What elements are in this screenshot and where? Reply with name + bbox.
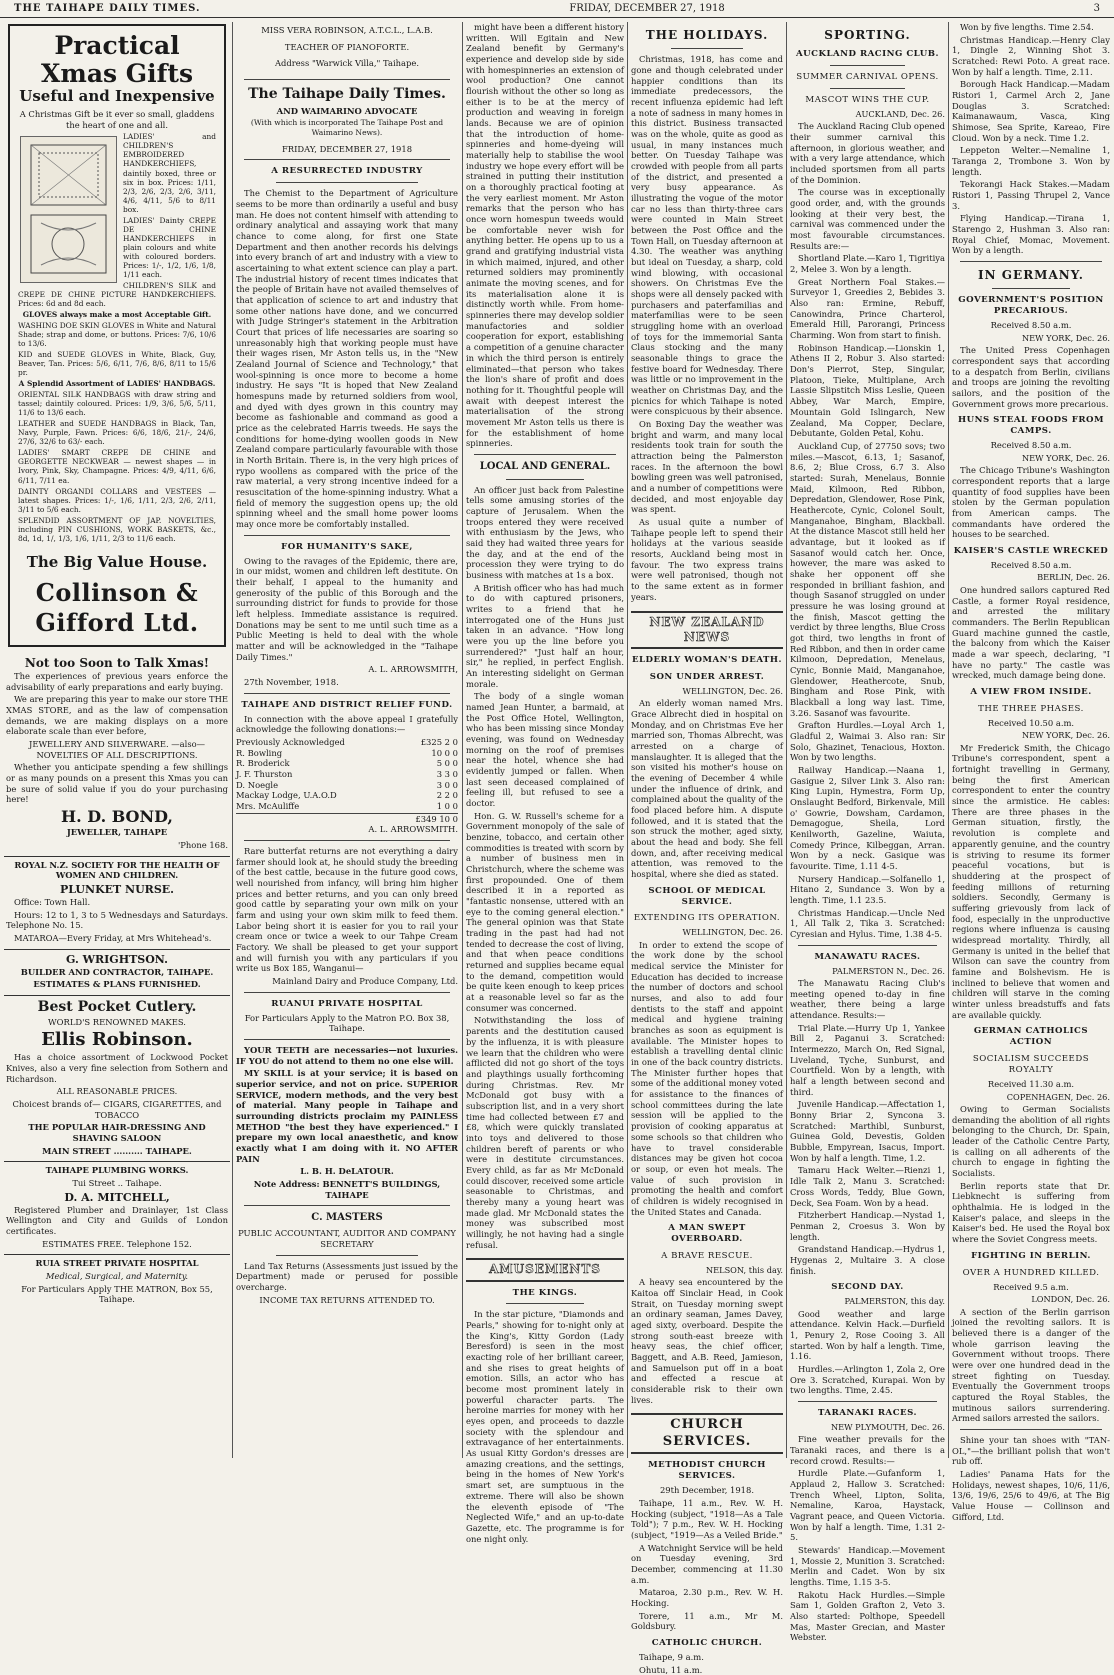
race-result: Tamaru Hack Welter.—Rienzi 1, Idle Talk 2, Manu 3. Scratched: Cross Words, Teddy, Blue Gown, Deck, Sea Foam. Won by a head.	[790, 1165, 945, 1208]
received-line: Received 8.50 a.m.	[990, 320, 1072, 331]
service-line: Torere, 11 a.m., Mr M. Goldsbury.	[631, 1610, 783, 1632]
appeal-date: 27th November, 1918.	[244, 677, 339, 688]
divider	[506, 479, 584, 480]
received-line: Received 11.30 a.m.	[987, 1078, 1075, 1089]
divider	[244, 1205, 450, 1206]
relief-fund-sign: A. L. ARROWSMITH.	[368, 824, 458, 835]
race-result: Stewards' Handicap.—Movement 1, Mossie 2, Munition 3. Scratched: Merlin and Cadet. Won by six lengths. Time, 1.15 3-5.	[790, 1544, 945, 1587]
ruia-sub: Medical, Surgical, and Maternity.	[45, 1271, 189, 1281]
holidays-para: Christmas, 1918, has come and gone and though celebrated under happier conditions than its immediate predecessors, the recent influenza epidemic had left a note of sadness in many homes in this district. Business transacted was on the whole, quite as good as usual, in many instances much better. On Tuesday Taihape was crowded with people from all parts of the district, and presented a very busy appearance. As illustrating the vogue of the motor car no less than thirty-three cars were counted in Main Street between the Post Office and the Town Hall, on Tuesday afternoon at 4.30. The weather was anything but ideal on Tuesday, a sharp, cold wind blowing, with occasional showers. On Christmas Eve the shops were all densely packed with purchasers and paterfamilias and materfamilias were to be seen struggling home with an overload of toys for the immemorial Santa Claus stocking and the many seasonable things to grace the festive board for Wednesday. There was little or no improvement in the weather on Christmas Day, and the picnics for which Taihape is noted were conspicuous by their absence.	[631, 54, 783, 417]
bond-jeweller-ad	[4, 653, 230, 856]
cutlery-ad	[4, 995, 230, 1161]
race-result: Good weather and large attendance. Kelvin Hack.—Durfield 1, Penury 2, Rose Cooing 3. All started. Won by half a length. Time, 1.16.	[790, 1308, 945, 1362]
donation-row: D. Noegle 3 0 0	[236, 779, 458, 790]
holidays-heading: THE HOLIDAYS.	[645, 28, 769, 42]
plumbing-street: Tui Street .. Taihape.	[72, 1178, 162, 1188]
cable-para: Mr Frederick Smith, the Chicago Tribune's correspondent, spent a fortnight travelling in Germany, being the first American correspondent to enter the country since the armistice. He cables: There are three phases in the German situation, firstly, the revolution is complete and apparently genuine, and the country is striving to resume its former peaceful vocations, but is shuddering at the prospect of feeding millions of returning soldiers. Secondly, Germany is suffering grievously from lack of food, especially in the unproductive regions where influenza is causing widespread mortality. Thirdly, all Germany is united in the belief that Wilson can save the country from famine and Bolshevism. He is inclined to believe that women and children will starve in the coming winter unless breadstuffs and fats are available quickly.	[952, 742, 1110, 1020]
relief-fund-intro: In connection with the above appeal I gratefully acknowledge the following donations:—	[236, 713, 458, 735]
news-heading: ELDERLY WOMAN'S DEATH.	[631, 654, 783, 665]
divider	[244, 840, 450, 841]
cable-subheading: SOCIALISM SUCCEEDS ROYALTY	[972, 1054, 1090, 1075]
column-sporting	[790, 22, 945, 1643]
relief-fund-heading: TAIHAPE AND DISTRICT RELIEF FUND.	[241, 699, 453, 710]
cable-para: A section of the Berlin garrison joined the revolting sailors. It is believed there is a danger of the whole garrison leaving the Government without troops. There were over one hundred dead in the street fighting on Tuesday. Eventually the Government troops captured the Royal Stables, the mutinous sailors surrendering. Armed sailors arrested the sailors.	[952, 1306, 1110, 1424]
news-para: An elderly woman named Mrs. Grace Albrecht died in hospital on Monday, and on Christmas Eve her married son, Thomas Albrecht, was arrested on a charge of manslaughter. It is alleged that the son visited his mother's house on the evening of December 4 while under the influence of drink, and complained about the quality of the food placed before him. A dispute followed, and it is stated that the son struck the mother, aged sixty, about the head and body. She fell down, and, after receiving medical attention, was removed to the hospital, where she died as stated.	[631, 698, 783, 879]
bond-ad-title: Not too Soon to Talk Xmas!	[24, 655, 210, 670]
race-result: Tekorangi Hack Stakes.—Madam Ristori 1, Passing Thrupel 2, Vance 3.	[952, 179, 1110, 211]
service-line: Ohutu, 11 a.m.	[639, 1664, 703, 1675]
dateline: NEW YORK, Dec. 26.	[1022, 730, 1110, 741]
nz-news-banner: NEW ZEALAND NEWS	[631, 611, 783, 649]
sporting-heading: SPORTING.	[824, 28, 911, 42]
bond-ad-para: We are preparing this year to make our store THE XMAS STORE, and as the law of compensation demands, we are making displays on a more elaborate scale than ever before,	[6, 694, 228, 737]
divider	[474, 454, 616, 455]
ruia-title: RUIA STREET PRIVATE HOSPITAL	[35, 1258, 199, 1269]
ruanui-apply: For Particulars Apply to the Matron P.O. Box 38, Taihape.	[244, 1012, 450, 1034]
donation-list	[236, 737, 458, 824]
handkerchief-icon	[21, 137, 116, 282]
column-rule	[786, 22, 787, 1458]
holidays-para: As usual quite a number of Taihape people left to spend their holidays at the various seaside resorts, Auckland being most in favour. The two express trains were well patronised, though not to the same extent as in former years.	[631, 517, 783, 602]
cable-para: Owing to German Socialists demanding the abolition of all rights belonging to the Church, Dr. Spain, leader of the Catholic Centre Party, is calling on all adherents of the church to engage in fighting the Socialists.	[952, 1103, 1110, 1178]
divider	[244, 159, 450, 160]
plumbing-title: TAIHAPE PLUMBING WORKS.	[45, 1165, 189, 1176]
race-result: Robinson Handicap.—Lionskin 1, Athens II 2, Robur 3. Also started: Don's Pierrot, Step, Singular, Platoon, Tieke, Multiplane, Arch Lassie Slipstitch Miss Leslie, Queen Abbey, War March, Empire, Mountain Gold Islingarch, New Zealand, Ma Copper, Declare, Debutante, Golden Petal, Kohu.	[790, 342, 945, 439]
teacher-address: Address "Warwick Villa," Taihape.	[274, 58, 420, 69]
plunket-society: ROYAL N.Z. SOCIETY FOR THE HEALTH OF WOMEN AND CHILDREN.	[14, 859, 220, 881]
plumbing-ad	[4, 1161, 230, 1254]
saloon-street: MAIN STREET .......... TAIHAPE.	[42, 1145, 192, 1156]
bond-ad-para: Whether you anticipate spending a few shillings or as many pounds on a present this Xmas you can be sure of solid value if you do your purchasing here!	[6, 762, 228, 805]
wrightson-trade: BUILDER AND CONTRACTOR, TAIHAPE.	[20, 966, 214, 977]
plunket-title: PLUNKET NURSE.	[60, 883, 174, 897]
xmas-item: KID and SUEDE GLOVES in White, Black, Guy, Beaver, Tan. Prices: 5/6, 6/11, 7/6, 8/6, 8/11 to 15/6 pr.	[18, 350, 216, 378]
dateline: WELLINGTON, Dec. 26.	[682, 685, 783, 696]
bond-phone: 'Phone 168.	[177, 840, 228, 850]
news-subheading: EXTENDING ITS OPERATION.	[633, 913, 781, 924]
teeth-address: Note Address: BENNETT'S BUILDINGS, TAIHAPE	[253, 1179, 441, 1200]
cutlery-body: Has a choice assortment of Lockwood Pocket Knives, also a very fine selection from Sothern and Richardson.	[6, 1052, 228, 1084]
wrightson-estimates: ESTIMATES & PLANS FURNISHED.	[33, 979, 201, 990]
donation-row: Mackay Lodge, U.A.O.D 2 2 0	[236, 790, 458, 801]
cutlery-prices: ALL REASONABLE PRICES.	[56, 1086, 178, 1097]
methodist-date: 29th December, 1918.	[659, 1485, 755, 1496]
cable-heading: HUNS STEAL FOODS FROM CAMPS.	[958, 415, 1104, 437]
divider	[244, 693, 450, 694]
kings-heading: THE KINGS.	[512, 1287, 578, 1298]
news-para: In order to extend the scope of the work done by the school medical service the Minister for Education has decided to increase the number of doctors and school nurses, and also to add four dentists to the staff and appoint medical and hygiene training branches as soon as equipment is available. The Minister hopes to establish a travelling dental clinic in one of the back country districts. The Minister further hopes that some of the additional money voted for assistance to the finances of school committees during the late session will be applied to the provision of cooking apparatus at some schools so that children who have to travel considerable distances may be given hot cocoa or soup, or even hot meals. The value of such provision in promoting the health and comfort of children is widely recognised in the United States and Canada.	[631, 939, 783, 1217]
news-subheading: SON UNDER ARREST.	[649, 671, 765, 682]
service-line: Mataroa, 2.30 p.m., Rev. W. H. Hocking.	[631, 1587, 783, 1608]
arc-heading: AUCKLAND RACING CLUB.	[796, 49, 939, 60]
bond-ad-para: The experiences of previous years enforce the advisability of early preparations and early buying.	[6, 670, 228, 692]
race-result: Trial Plate.—Hurry Up 1, Yankee Bill 2, Paganui 3. Scratched: Intermezzo, March On, Red Signal, Liveland, Tyche, Sunburst, and Courtfield. Won by a length, with half a length between second and third.	[790, 1022, 945, 1097]
dateline: NEW YORK, Dec. 26.	[1022, 452, 1110, 463]
teeth-line: YOUR TEETH are necessaries—not luxuries. IF YOU do not attend to them no one else will.	[236, 1045, 458, 1066]
kings-body: In the star picture, "Diamonds and Pearls," showing for to-night only at the King's, Kitty Gordon (Lady Beresford) is seen in the most exacting role of her brilliant career, and she rises to great heights of emotion. Sills, an actor who has become most prominent lately in powerful character parts. The heroine marries for money with her eyes open, and proceeds to dazzle society with the splendour and extravagance of her entertainments. As usual Kitty Gordon's dresses are amazing creations, and the settings, being in the homes of New York's smart set, are sumptuous in the extreme. There will also be shown the eleventh episode of "The Neglected Wife," and an up-to-date Gazette, etc. The programme is for one night only.	[466, 1309, 624, 1544]
tanol-ad: Shine your tan shoes with "TAN-OL,"—the brilliant polish that won't rub off.	[952, 1434, 1110, 1467]
dateline: NELSON, this day.	[706, 1264, 783, 1275]
germany-heading: IN GERMANY.	[978, 268, 1084, 283]
news-para: A heavy sea encountered by the Kaitoa off Sinclair Head, in Cook Strait, on Tuesday morning swept an ordinary seaman, James Davey, aged sixty, overboard. Despite the strong south-east breeze with heavy seas, the chief officer, Baggett, and A.B. Reed, Jamieson, and Samuelson put off in a boat and effected a rescue at considerable risk to their own lives.	[631, 1277, 783, 1405]
race-result: Juvenile Handicap.—Affectation 1, Bonny Briar 2, Syncona 3. Scratched: Marthibl, Sunburst, Guinea Gold, Devestis, Golden Bubble, Empyrean, Isacus, Import. Won by half a length. Time, 1.2.	[790, 1099, 945, 1163]
divider	[506, 1303, 584, 1304]
dateline: PALMERSTON N., Dec. 26.	[832, 965, 945, 976]
saloon-line: THE POPULAR HAIR-DRESSING AND SHAVING SALOON	[28, 1122, 206, 1143]
race-result: Shortland Plate.—Karo 1, Tigritiya 2, Melee 3. Won by a length.	[790, 253, 945, 275]
column-news	[631, 22, 783, 1675]
cutlery-tag: WORLD'S RENOWNED MAKES.	[48, 1016, 186, 1027]
plunket-hours: Hours: 12 to 1, 3 to 5 Wednesdays and Saturdays. Telephone No. 15.	[6, 909, 228, 931]
teacher-name: MISS VERA ROBINSON, A.T.C.L., L.A.B.	[261, 25, 433, 35]
column-rule	[948, 22, 949, 1458]
column-ads-left	[4, 22, 230, 1458]
taranaki-intro: Fine weather prevails for the Taranaki races, and there is a record crowd. Results:—	[790, 1434, 945, 1466]
xmas-gifts-ad	[8, 24, 226, 647]
page-number: 3	[1093, 3, 1100, 14]
race-result: Grandstand Handicap.—Hydrus 1, Hygenas 2, Multaire 3. A close finish.	[790, 1244, 945, 1276]
column-cables	[952, 22, 1110, 1522]
column-local	[466, 22, 624, 1544]
race-result: Won by five lengths. Time 2.54.	[960, 22, 1094, 32]
xmas-item: LADIES' SMART CREPE DE CHINE and GEORGETTE NECKWEAR — newest shapes — in Ivory, Pink, Sky, Champagne. Prices: 4/9, 4/11, 6/6, 6/11, 7/11 ea.	[18, 448, 216, 485]
church-banner: CHURCH SERVICES.	[631, 1413, 783, 1454]
cutlery-stock: Choicest brands of— CIGARS, CIGARETTES, and TOBACCO	[12, 1098, 222, 1120]
divider	[244, 79, 450, 80]
xmas-item: LADIES' and CHILDREN'S EMBROIDERED HANDKERCHIEFS, daintily boxed, three or six in box. Prices: 1/11, 2/3, 2/6, 2/3, 2/6, 3/11, 4/6, 4/11, 5/6 to 8/11 box.	[123, 132, 216, 214]
bond-name: H. D. BOND,	[61, 807, 173, 827]
column-rule	[462, 22, 463, 1458]
second-day-heading: SECOND DAY.	[831, 1282, 904, 1293]
cable-subheading: OVER A HUNDRED KILLED.	[962, 1267, 1100, 1278]
catholic-heading: CATHOLIC CHURCH.	[651, 1637, 763, 1648]
teacher-role: TEACHER OF PIANOFORTE.	[284, 41, 410, 52]
plumbing-line1: Registered Plumber and Drainlayer, 1st Class Wellington and City and Guilds of London certificates.	[6, 1204, 228, 1236]
cable-heading: KAISER'S CASTLE WRECKED	[953, 545, 1109, 556]
donation-row: R. Broderick 5 0 0	[236, 758, 458, 769]
butterfat-sign: Mainland Dairy and Produce Company, Ltd.	[272, 976, 458, 987]
xmas-ad-intro: A Christmas Gift be it ever so small, gladdens the heart of one and all.	[19, 109, 215, 130]
taranaki-heading: TARANAKI RACES.	[818, 1407, 917, 1418]
race-result: Great Northern Foal Stakes.—Surveyor 1, Greedies 2, Bebides 3. Also ran: Ermine, Rebuff, Canowindra, Prince Charterol, Emerald Hill, Parorangi, Princess Charming. Won from start to finish.	[790, 276, 945, 341]
handkerchief-illustration	[20, 136, 117, 283]
donation-row: J. F. Thurston 3 3 0	[236, 769, 458, 780]
xmas-item: WASHING DOE SKIN GLOVES in White and Natural Shade; strap and dome, or buttons. Prices: 7/6, 10/6 to 13/6.	[18, 321, 216, 349]
panama-hats-ad: Ladies' Panama Hats for the Holidays, newest shapes, 10/6, 11/6, 13/6, 19/6, 25/6 to 49/6, at The Big Value House — Collinson and Gifford, Ltd.	[952, 1468, 1110, 1522]
race-result: Hurdle Plate.—Gufanform 1, Applaud 2, Hallow 3. Scratched: Trench Wheel, Lipton, Solita, Nemaline, Karoa, Haystack, Vagrant peace, and Queen Victoria. Won by half a length. Time, 1.31 2-5.	[790, 1468, 945, 1543]
masthead-date: FRIDAY, DECEMBER 27, 1918	[569, 3, 725, 14]
xmas-ad-subtitle: Useful and Inexpensive	[19, 87, 215, 105]
donation-total: £349 10 0	[236, 813, 458, 825]
xmas-item: DAINTY ORGANDI COLLARS and VESTEES — latest shapes. Prices: 1/-, 1/6, 1/11, 2/3, 2/6, 2/11, 3/11 to 5/6 each.	[18, 486, 216, 514]
bond-ad-para: JEWELLERY AND SILVERWARE. —also— NOVELTIES OF ALL DESCRIPTIONS.	[28, 738, 206, 760]
wrightson-ad	[4, 949, 230, 995]
manawatu-heading: MANAWATU RACES.	[814, 951, 921, 962]
xmas-item: ORIENTAL SILK HANDBAGS with draw string and tassel; daintily coloured. Prices: 1/9, 3/6, 5/6, 5/11, 11/6 to 13/6 each.	[18, 390, 216, 418]
race-result: Hurdles.—Arlington 1, Zola 2, Ore Ore 3. Scratched, Kurapai. Won by two lengths. Time, 2.45.	[790, 1363, 945, 1396]
teeth-ad	[236, 1045, 458, 1200]
butterfat-body: Rare butterfat returns are not everything a dairy farmer should look at, he should study the breeding of the best cattle, because in the future good cows, well nourished from infancy, will bring him higher prices and better returns, and you can only breed good cattle by separating your own milk on your farm and using your own skim milk to feed them. Labor being short it is easier for you to rail your cream once or twice a week to our Tahpe Cream Factory. We shall be pleased to get your support and will furnish you with any particulars if you write us Box 185, Wanganui—	[236, 846, 458, 974]
service-line: A Watchnight Service will be held on Tuesday evening, 3rd December, commencing at 11.30 a.m.	[631, 1542, 783, 1585]
xmas-item: LEATHER and SUEDE HANDBAGS in Black, Tan, Navy, Purple, Fawn. Prices: 6/6, 18/6, 21/-, 24/6, 27/6, 32/6 to 63/- each.	[18, 419, 216, 447]
divider	[960, 261, 1102, 262]
divider	[830, 88, 905, 89]
paper-subtitle: AND WAIMARINO ADVOCATE	[276, 105, 418, 116]
arc-intro: The Auckland Racing Club opened their summer carnival this afternoon, in glorious weather, and with a very large attendance, which included sportsmen from all parts of the Dominion.	[790, 121, 945, 185]
divider	[276, 1255, 418, 1256]
holidays-para: On Boxing Day the weather was bright and warm, and many local residents took train for south the attraction being the Palmerston races. In the afternoon the bowl bowling green was well patronised, and a number of competitions were decided, and most enjoyable day was spent.	[631, 419, 783, 515]
store-name: Collinson & Gifford Ltd.	[35, 577, 199, 638]
donation-row: R. Bowling 10 0 0	[236, 747, 458, 758]
divider	[276, 182, 418, 183]
local-item: Hon. G. W. Russell's scheme for a Government monopoly of the sale of benzine, tobacco, and certain other commodities is treated with scorn by a number of business men in Christchurch, where the scheme was first propounded. One of them described it in a reported as "fantastic nonsense, uttered with an eye to the coming general election." The general opinion was that State trading in the past had had not tended to decrease the cost of living, and that when peace conditions returned and supplies became equal to the demand, competition would be quite keen enough to keep prices at a reasonable level so far as the consumer was concerned.	[466, 810, 624, 1013]
plumbing-line2: ESTIMATES FREE. Telephone 152.	[42, 1238, 192, 1249]
service-line: Taihape, 11 a.m., Rev. W. H. Hocking (subject, "1918—As a Tale Told"); 7 p.m., Rev. W. H. Hocking (subject, "1919—As a Veiled Bride."	[631, 1497, 783, 1540]
bond-trade: JEWELLER, TAIHAPE	[66, 827, 168, 838]
race-result: Christmas Handicap.—Uncle Ned 1, All Talk 2, Tika 3. Scratched: Cyresian and Hylus. Time, 1.38 4-5.	[790, 907, 945, 940]
divider	[244, 535, 450, 536]
race-result: Flying Handicap.—Tirana 1, Starengo 2, Hushman 3. Also ran: Royal Chief, Momac, Movement. Won by a length.	[952, 213, 1110, 256]
teeth-line: MY SKILL is at your service; it is based on superior service, and not on price. SUPERIOR SERVICE, modern methods, and the very best of material. Many people in Taihape and surrounding districts proclaim my PAINLESS METHOD "the best they have experienced." I prepare my own local anaesthetic, and know exactly what I am doing with it. NO AFTER PAIN	[236, 1068, 458, 1164]
dateline: NEW PLYMOUTH, Dec. 26.	[830, 1421, 945, 1432]
xmas-item: LADIES' Dainty CREPE DE CHINE HANDKERCHIEFS in plain colours and white with coloured borders. Prices: 1/-, 1/2, 1/6, 1/8, 1/11 each.	[123, 215, 216, 279]
cable-para: One hundred sailors captured Red Castle, a former Royal residence, and arrested the military commanders. The Berlin Republican Guard machine gunned the castle, the balcony from which the Kaiser made a war speech, declaring, "I have no party." The castle was wrecked, much damage being done.	[952, 584, 1110, 681]
dateline: LONDON, Dec. 26.	[1031, 1294, 1110, 1305]
dateline: NEW YORK, Dec. 26.	[1022, 332, 1110, 343]
divider	[992, 288, 1070, 289]
received-line: Received 8.50 a.m.	[990, 440, 1072, 451]
methodist-heading: METHODIST CHURCH SERVICES.	[648, 1460, 766, 1482]
industry-continued: might have been a different history written. Will Egitain and New Zealand benefit by Germany's experience and develop side by side with homespinneries an extension of wool production? One cannot flourish without the other so long as either is to be at the mercy of production and weaving in foreign lands. Because we are of opinion that the introduction of home-spinneries and home-dyeing will materially help to stabilise the wool industry we hope every effort will be strained in putting their institution on a thoroughly practical footing at the very earliest moment. Mr Aston remarks that the person who has once worn homespun tweeds would be comfortable never wish for anything better. He opens up to us a grand and gratifying industrial vista in which maimed, injured, and other returned soldiers may prominently animate the moving scenes, and for its materialisation alone it is distinctly worth while. From home-spinneries there may develop soldier manufactories and soldier cooperation for export, establishing a competition of a genuine character in which the third person is entirely eliminated—that person who takes the lion's share of profit and does nothing for it. Thoughtful people will await with deepest interest the materialisation of the strong movement Mr Aston tells us there is for the establishment of home spinneries.	[466, 22, 624, 449]
divider	[798, 945, 937, 946]
local-item: An officer just back from Palestine tells some amusing stories of the capture of Jerusalem. When the troops entered they were received with enthusiasm by the Jews, who said they had waited three years for the day, and at the end of the procession they were trying to do business with matches at 1s a box.	[466, 484, 624, 580]
teacher-ad	[236, 22, 458, 74]
cutlery-title: Best Pocket Cutlery.	[37, 998, 197, 1015]
arc-subheading: SUMMER CARNIVAL OPENS.	[796, 72, 939, 83]
appeal-heading: FOR HUMANITY'S SAKE,	[281, 541, 413, 552]
race-result: Christmas Handicap.—Henry Clay 1, Dingle 2, Winning Shot 3. Scratched: Rewi Poto. A great race. Won by half a length. Time, 2.11.	[952, 34, 1110, 77]
divider	[798, 1401, 937, 1402]
cable-para: The Chicago Tribune's Washington correspondent reports that a large quantity of food supplies have been stolen by the German population from American camps. The commandants have ordered the houses to be searched.	[952, 465, 1110, 540]
column-rule	[627, 22, 628, 1458]
column-rule	[232, 22, 233, 1458]
paper-date: FRIDAY, DECEMBER 27, 1918	[281, 143, 413, 154]
column-editorial	[236, 22, 458, 1458]
plunket-mataroa: MATAROA—Every Friday, at Mrs Whitehead's.	[14, 933, 212, 943]
store-tagline: The Big Value House.	[26, 552, 208, 571]
divider	[671, 48, 743, 49]
received-line: Received 8.50 a.m.	[990, 559, 1072, 570]
masthead-title: THE TAIHAPE DAILY TIMES.	[14, 3, 201, 14]
race-result: Railway Handicap.—Naana 1, Gasigue 2, Silver Link 3. Also ran: King Lupin, Hymestra, Form Up, Onslaught Bedford, Birkenvale, Mill o' Gowrie, Dowsham, Cardamon, Demagogue, Sheila, Lord Kenilworth, Gazeline, Waiuta, Comedy Prince, Kilbeggan, Arran. Won by a neck. Gasique was favourite. Time, 1.11 4-5.	[790, 765, 945, 872]
appeal-body: Owing to the ravages of the Epidemic, there are, in our midst, women and children left destitute. On their behalf, I appeal to the humanity and generosity of the public of this Borough and the surrounding district for funds to provide for those left helpless. Immediate assistance is required. Donations may be sent to me until such time as a Public Meeting is held to deal with the whole matter and will be acknowledged in the "Taihape Daily Times."	[236, 555, 458, 662]
dateline: WELLINGTON, Dec. 26.	[682, 927, 783, 938]
cable-heading: GOVERNMENT'S POSITION PRECARIOUS.	[958, 295, 1104, 317]
paper-title: The Taihape Daily Times.	[248, 86, 446, 103]
arc-subheading: MASCOT WINS THE CUP.	[805, 95, 930, 106]
divider	[244, 992, 450, 993]
local-general-heading: LOCAL AND GENERAL.	[479, 460, 611, 472]
masters-foot: INCOME TAX RETURNS ATTENDED TO.	[259, 1294, 435, 1305]
amusements-banner: AMUSEMENTS	[466, 1258, 624, 1281]
race-result: Grafton Hurdles.—Loyal Arch 1, Gladful 2, Waimai 3. Also ran: Sir Solo, Ghazinet, Tenacious, Hoxton. Won by two lengths.	[790, 720, 945, 763]
race-result: Leppeton Welter.—Nemaline 1, Taranga 2, Trombone 3. Won by length.	[952, 145, 1110, 177]
industry-heading: A RESURRECTED INDUSTRY	[271, 166, 423, 177]
plunket-nurse-ad	[4, 856, 230, 949]
appeal-sign: A. L. ARROWSMITH,	[368, 664, 458, 675]
arc-course: The course was in exceptionally good order, and, with the grounds looking at their very best, the carnival was commenced under the most favourable circumstances. Results are:—	[790, 187, 945, 251]
xmas-item: SPLENDID ASSORTMENT OF JAP. NOVELTIES, including PIN CUSHIONS, WORK BASKETS, &c., 8d, 1d, 1/, 1/3, 1/6, 1/11, 2/3 to 11/6 each.	[18, 515, 216, 543]
local-item: A British officer who has had much to do with captured prisoners, writes to a friend that he interrogated one of the Huns just taken in an advance. "How long were you up the line before you surrendered?" "Just half an hour, sir," he replied, in perfect English. An interesting sidelight on German morale.	[466, 582, 624, 689]
plunket-office: Office: Town Hall.	[14, 896, 91, 907]
news-heading: SCHOOL OF MEDICAL SERVICE.	[648, 885, 766, 907]
wrightson-name: G. WRIGHTSON.	[66, 952, 168, 966]
cable-heading: GERMAN CATHOLICS ACTION	[973, 1026, 1089, 1048]
race-result: Auckland Cup, of 27750 sovs; two miles.—Mascot, 6.13, 1; Sasanof, 8.6, 2; Blue Cross, 6.7 3. Also started: Surah, Menelaus, Bonnie Maid, Kilmoon, Red Ribbon, Depredation, Glendower, Rose Pink, Heathercote, Cynic, Colonel Soult, Manganahoe, Bingham, Blackball. At the distance Mascot still held her advantage, but it looked as if Sasanof would catch her. Once, however, the mare was asked to shake her opponent off she responded in brilliant fashion, and though Sasanof struggled on under pressure he was losing ground at the finish, Mascot getting the verdict by three lengths, Blue Cross got third, two lengths in front of Red Ribbon, and then in order came Kilmoon, Depredation, Menelaus, Cynic, Bonnie Maid, Manganahoe, Glendower, Heathercote, Snub, Bingham and Rose Pink, with Blackball a long way last. Time, 3.26. Sasanof was favourite.	[790, 440, 945, 718]
masters-name: C. MASTERS	[311, 1212, 383, 1224]
race-result: Borough Hack Handicap.—Madam Ristori 1, Carmel Arch 2, Jane Douglas 3. Scratched: Kaimanawaum, Vasca, King Shimose, Sea Sprite, Kareao, Fire Cloud. Won by a neck. Time 1.2.	[952, 79, 1110, 143]
race-result: Fitzherbert Handicap.—Nystad 1, Penman 2, Croesus 3. Won by length.	[790, 1210, 945, 1242]
service-line: Taihape, 9 a.m.	[639, 1651, 704, 1662]
donation-row: Previously Acknowledged £325 2 0	[236, 737, 458, 748]
race-result: Nursery Handicap.—Solfanello 1, Hitano 2, Sundance 3. Won by a length. Time, 1.1 23.5.	[790, 873, 945, 906]
ruanui-heading: RUANUI PRIVATE HOSPITAL	[271, 998, 423, 1009]
dateline: PALMERSTON, this day.	[844, 1296, 945, 1307]
paper-note: (With which is incorporated The Taihape Post and Waimarino News).	[250, 118, 444, 138]
teeth-name: L. B. H. DeLATOUR.	[300, 1166, 394, 1177]
cable-subheading: THE THREE PHASES.	[978, 703, 1084, 714]
ruia-apply: For Particulars Apply THE MATRON, Box 55, Taihape.	[21, 1283, 213, 1305]
masthead	[0, 0, 1114, 18]
paper-title-block	[236, 86, 458, 154]
divider	[244, 1039, 450, 1040]
received-line: Received 9.5 a.m.	[993, 1281, 1069, 1292]
xmas-item: A Splendid Assortment of LADIES' HANDBAGS.	[18, 379, 216, 389]
xmas-item: CHILDREN'S SILK and CREPE DE CHINE PICTURE HANDKERCHIEFS. Prices: 6d and 8d each.	[18, 280, 216, 308]
xmas-ad-title: Practical Xmas Gifts	[40, 31, 194, 88]
news-subheading: A BRAVE RESCUE.	[661, 1251, 753, 1262]
divider	[830, 65, 905, 66]
race-result: Rakotu Hack Hurdles.—Simple Sam 1, Golden Grafton 2, Veto 3. Also started: Polthope, Speedell Mas, Master Grecian, and Master Webster.	[790, 1589, 945, 1643]
local-item: The body of a single woman named Jean Hunter, a barmaid, at the Post Office Hotel, Wellington, who has been missing since Monday evening, was found on Wednesday morning on the roof of premises near the hotel, whence she had evidently jumped or fallen. When last seen deceased complained of feeling ill, but refused to see a doctor.	[466, 691, 624, 809]
xmas-item: GLOVES always make a most Acceptable Gift.	[22, 309, 212, 319]
ruia-hospital-ad	[4, 1254, 230, 1310]
masters-body: Land Tax Returns (Assessments just issued by the Department) made or perused for possible overcharge.	[236, 1260, 458, 1292]
dateline: AUCKLAND, Dec. 26.	[855, 108, 945, 119]
masters-trade: PUBLIC ACCOUNTANT, AUDITOR AND COMPANY SECRETARY	[238, 1228, 456, 1249]
local-item: Notwithstanding the loss of parents and the destitution caused by the influenza, it is with pleasure we learn that the children who were afflicted did not go short of the toys and playthings usually forthcoming during Christmas. Rev. Mr McDonald got busy with a subscription list, and in a very short time had collected between £7 and £8, which were quickly translated into toys and delivered to those children bereft of parents or who were in destitute circumstances. Every child, as far as Mr McDonald could discover, received some article seasonable to Christmas, and thereby many a young heart was made glad. Mr McDonald states the money was subscribed most willingly, he not having had a single refusal.	[466, 1015, 624, 1250]
manawatu-intro: The Manawatu Racing Club's meeting opened to-day in fine weather, there being a large attendance. Results:—	[790, 978, 945, 1021]
dateline: COPENHAGEN, Dec. 26.	[1006, 1091, 1110, 1102]
ellis-robinson-name: Ellis Robinson.	[41, 1029, 193, 1051]
divider	[960, 1429, 1102, 1430]
received-line: Received 10.50 a.m.	[987, 717, 1075, 728]
industry-para: The Chemist to the Department of Agriculture seems to be more than ordinarily a useful and busy man. He does not content himself with attending to ordinary analytical and assaying work that many chance to come along, for first one State Department and then another records his delvings into every branch of art and industry with a view to ascertaining to what extent science can play a part. The industrial history of recent times indicates that the people of Britain have not availed themselves of that application of science to art and industry that some other nations have done, and we concurred with Judge Stringer's statement in the Arbitration Court that prices of life necessaries are soaring so unreasonably high that working people must have their wages risen, Mr Aston tells us, in the "New Zealand Journal of Science and Technology," that wool-spinning is once more to become a home industry. He says "It is hoped that New Zealand homespuns made by returned soldiers from wool, and dyed with dyes grown in this country may become as fashionable and command as good a price as the celebrated Harris tweeds. He says the conditions for home-dying woollen goods in New Zealand compare particularly favourable with those in North Britain. There is, in the very high prices of rypo woollens as compared with the price of the raw material, a very strong incentive indeed for a resuscitation of the home-spinning industry. What a field of memory the suggestion opens up; the old spinning wheel and the small home power looms may once more be comfortably installed.	[236, 188, 458, 530]
dateline: BERLIN, Dec. 26.	[1037, 572, 1110, 583]
cable-heading: A VIEW FROM INSIDE.	[970, 686, 1092, 697]
news-heading: A MAN SWEPT OVERBOARD.	[668, 1223, 746, 1245]
plumbing-name: D. A. MITCHELL,	[64, 1190, 170, 1204]
donation-row: Mrs. McAuliffe 1 0 0	[236, 801, 458, 812]
cable-heading: FIGHTING IN BERLIN.	[971, 1250, 1091, 1261]
cable-para: The United Press Copenhagen correspondent says that according to a despatch from Berlin, civilians and troops are joining the revolting sailors, and the position of the Government grows more precarious.	[952, 345, 1110, 409]
cable-para: Berlin reports state that Dr. Liebknecht is suffering from ophthalmia. He is lodged in the Kaiser's palace, and sleeps in the Kaiser's bed. He used the Royal box where the Soviet Congress meets.	[952, 1180, 1110, 1245]
